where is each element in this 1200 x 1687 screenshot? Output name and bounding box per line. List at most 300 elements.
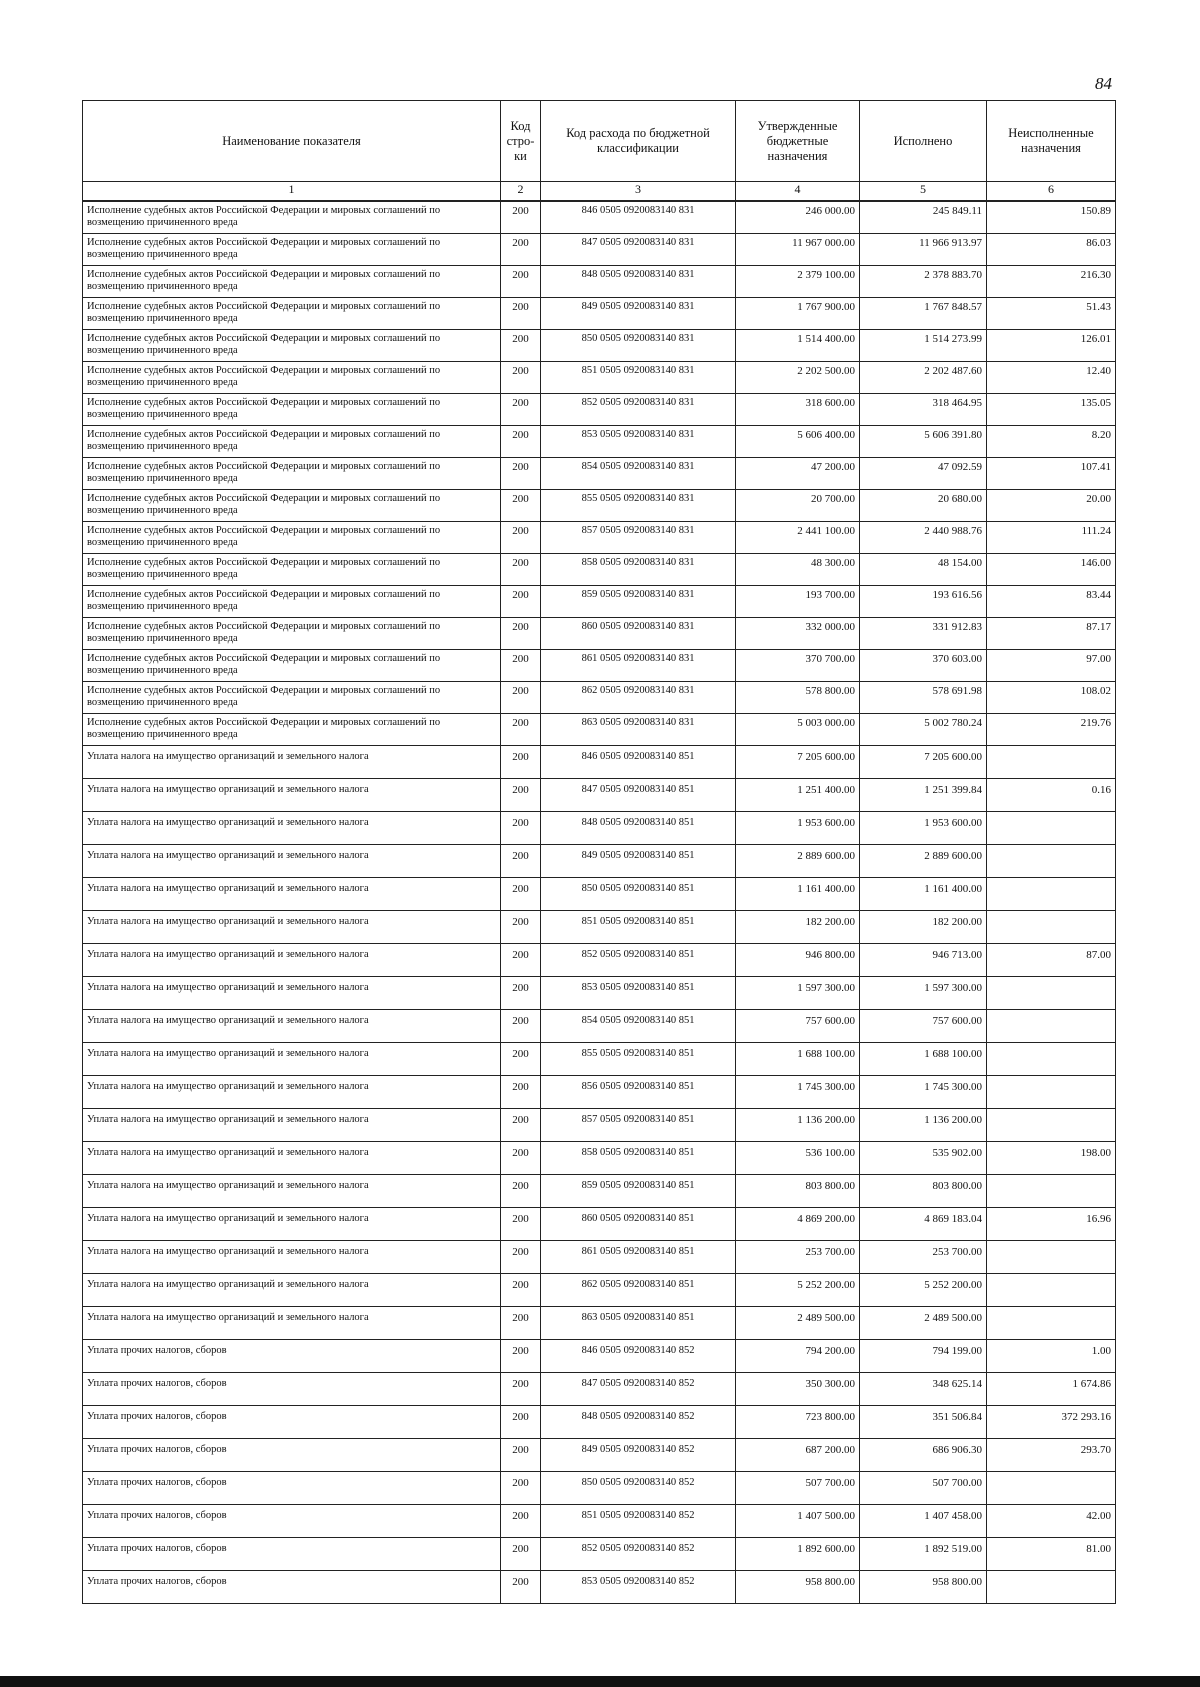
line-code-cell: 200 [501, 944, 541, 977]
approved-amount-cell: 757 600.00 [736, 1010, 860, 1043]
executed-amount-cell: 47 092.59 [860, 458, 987, 490]
unexecuted-amount-cell: 16.96 [987, 1208, 1116, 1241]
executed-amount-cell: 946 713.00 [860, 944, 987, 977]
table-row [83, 490, 1116, 522]
unexecuted-amount-cell: 12.40 [987, 362, 1116, 394]
budget-code-cell: 861 0505 0920083140 851 [541, 1241, 736, 1274]
budget-code-cell: 857 0505 0920083140 851 [541, 1109, 736, 1142]
executed-amount-cell: 1 892 519.00 [860, 1538, 987, 1571]
line-code-cell: 200 [501, 1571, 541, 1604]
budget-code-cell: 861 0505 0920083140 831 [541, 650, 736, 682]
line-code-cell: 200 [501, 977, 541, 1010]
unexecuted-amount-cell: 150.89 [987, 201, 1116, 234]
line-code-cell: 200 [501, 618, 541, 650]
unexecuted-amount-cell [987, 1472, 1116, 1505]
executed-amount-cell: 20 680.00 [860, 490, 987, 522]
executed-amount-cell: 1 767 848.57 [860, 298, 987, 330]
line-code-cell: 200 [501, 746, 541, 779]
unexecuted-amount-cell: 81.00 [987, 1538, 1116, 1571]
executed-amount-cell: 757 600.00 [860, 1010, 987, 1043]
indicator-name-cell: Уплата налога на имущество организаций и земельного налога [83, 1010, 501, 1043]
line-code-cell: 200 [501, 522, 541, 554]
line-code-cell: 200 [501, 234, 541, 266]
indicator-name-cell: Уплата налога на имущество организаций и земельного налога [83, 1109, 501, 1142]
table-row [83, 1406, 1116, 1439]
executed-amount-cell: 348 625.14 [860, 1373, 987, 1406]
unexecuted-amount-cell: 1 674.86 [987, 1373, 1116, 1406]
unexecuted-amount-cell [987, 1076, 1116, 1109]
approved-amount-cell: 193 700.00 [736, 586, 860, 618]
unexecuted-amount-cell: 87.00 [987, 944, 1116, 977]
indicator-name-cell: Исполнение судебных актов Российской Федерации и мировых соглашений по возмещению причиненного вреда [83, 426, 501, 458]
executed-amount-cell: 331 912.83 [860, 618, 987, 650]
budget-code-cell: 856 0505 0920083140 851 [541, 1076, 736, 1109]
approved-amount-cell: 47 200.00 [736, 458, 860, 490]
budget-code-cell: 846 0505 0920083140 851 [541, 746, 736, 779]
approved-amount-cell: 1 892 600.00 [736, 1538, 860, 1571]
executed-amount-cell: 578 691.98 [860, 682, 987, 714]
line-code-cell: 200 [501, 779, 541, 812]
budget-code-cell: 862 0505 0920083140 831 [541, 682, 736, 714]
table-row [83, 1274, 1116, 1307]
approved-amount-cell: 803 800.00 [736, 1175, 860, 1208]
unexecuted-amount-cell: 97.00 [987, 650, 1116, 682]
unexecuted-amount-cell: 216.30 [987, 266, 1116, 298]
executed-amount-cell: 803 800.00 [860, 1175, 987, 1208]
line-code-cell: 200 [501, 1373, 541, 1406]
approved-amount-cell: 7 205 600.00 [736, 746, 860, 779]
executed-amount-cell: 1 745 300.00 [860, 1076, 987, 1109]
approved-amount-cell: 1 953 600.00 [736, 812, 860, 845]
executed-amount-cell: 193 616.56 [860, 586, 987, 618]
approved-amount-cell: 318 600.00 [736, 394, 860, 426]
budget-code-cell: 855 0505 0920083140 831 [541, 490, 736, 522]
indicator-name-cell: Исполнение судебных актов Российской Федерации и мировых соглашений по возмещению причиненного вреда [83, 682, 501, 714]
unexecuted-amount-cell [987, 1241, 1116, 1274]
budget-code-cell: 846 0505 0920083140 831 [541, 201, 736, 234]
indicator-name-cell: Исполнение судебных актов Российской Федерации и мировых соглашений по возмещению причиненного вреда [83, 618, 501, 650]
line-code-cell: 200 [501, 554, 541, 586]
table-row [83, 1307, 1116, 1340]
line-code-cell: 200 [501, 878, 541, 911]
unexecuted-amount-cell: 0.16 [987, 779, 1116, 812]
budget-code-cell: 862 0505 0920083140 851 [541, 1274, 736, 1307]
approved-amount-cell: 350 300.00 [736, 1373, 860, 1406]
budget-code-cell: 851 0505 0920083140 851 [541, 911, 736, 944]
executed-amount-cell: 794 199.00 [860, 1340, 987, 1373]
executed-amount-cell: 1 161 400.00 [860, 878, 987, 911]
line-code-cell: 200 [501, 330, 541, 362]
unexecuted-amount-cell [987, 1307, 1116, 1340]
approved-amount-cell: 48 300.00 [736, 554, 860, 586]
executed-amount-cell: 11 966 913.97 [860, 234, 987, 266]
line-code-cell: 200 [501, 1241, 541, 1274]
indicator-name-cell: Исполнение судебных актов Российской Федерации и мировых соглашений по возмещению причиненного вреда [83, 714, 501, 746]
indicator-name-cell: Исполнение судебных актов Российской Федерации и мировых соглашений по возмещению причиненного вреда [83, 201, 501, 234]
approved-amount-cell: 20 700.00 [736, 490, 860, 522]
header-approved: Утвержденные бюджетные назначения [736, 101, 860, 182]
unexecuted-amount-cell: 135.05 [987, 394, 1116, 426]
line-code-cell: 200 [501, 812, 541, 845]
table-row [83, 1373, 1116, 1406]
table-row [83, 362, 1116, 394]
table-row [83, 330, 1116, 362]
table-row [83, 618, 1116, 650]
unexecuted-amount-cell [987, 1043, 1116, 1076]
column-number: 3 [541, 182, 736, 202]
executed-amount-cell: 2 889 600.00 [860, 845, 987, 878]
indicator-name-cell: Уплата прочих налогов, сборов [83, 1406, 501, 1439]
executed-amount-cell: 370 603.00 [860, 650, 987, 682]
unexecuted-amount-cell: 86.03 [987, 234, 1116, 266]
unexecuted-amount-cell: 111.24 [987, 522, 1116, 554]
table-row [83, 298, 1116, 330]
table-row [83, 1241, 1116, 1274]
table-body [83, 201, 1116, 1604]
budget-code-cell: 858 0505 0920083140 831 [541, 554, 736, 586]
approved-amount-cell: 5 003 000.00 [736, 714, 860, 746]
approved-amount-cell: 2 489 500.00 [736, 1307, 860, 1340]
approved-amount-cell: 1 407 500.00 [736, 1505, 860, 1538]
approved-amount-cell: 2 441 100.00 [736, 522, 860, 554]
line-code-cell: 200 [501, 266, 541, 298]
budget-code-cell: 858 0505 0920083140 851 [541, 1142, 736, 1175]
approved-amount-cell: 370 700.00 [736, 650, 860, 682]
indicator-name-cell: Уплата прочих налогов, сборов [83, 1439, 501, 1472]
unexecuted-amount-cell [987, 911, 1116, 944]
indicator-name-cell: Исполнение судебных актов Российской Федерации и мировых соглашений по возмещению причиненного вреда [83, 522, 501, 554]
approved-amount-cell: 1 745 300.00 [736, 1076, 860, 1109]
line-code-cell: 200 [501, 298, 541, 330]
executed-amount-cell: 1 597 300.00 [860, 977, 987, 1010]
table-row [83, 714, 1116, 746]
table-row [83, 650, 1116, 682]
column-number-row [83, 182, 1116, 202]
line-code-cell: 200 [501, 1010, 541, 1043]
approved-amount-cell: 723 800.00 [736, 1406, 860, 1439]
approved-amount-cell: 2 202 500.00 [736, 362, 860, 394]
executed-amount-cell: 1 514 273.99 [860, 330, 987, 362]
indicator-name-cell: Уплата налога на имущество организаций и земельного налога [83, 779, 501, 812]
line-code-cell: 200 [501, 1439, 541, 1472]
indicator-name-cell: Уплата налога на имущество организаций и земельного налога [83, 1208, 501, 1241]
budget-code-cell: 848 0505 0920083140 852 [541, 1406, 736, 1439]
line-code-cell: 200 [501, 1274, 541, 1307]
approved-amount-cell: 5 606 400.00 [736, 426, 860, 458]
column-number: 2 [501, 182, 541, 202]
table-row [83, 1439, 1116, 1472]
executed-amount-cell: 2 202 487.60 [860, 362, 987, 394]
line-code-cell: 200 [501, 362, 541, 394]
budget-code-cell: 853 0505 0920083140 851 [541, 977, 736, 1010]
approved-amount-cell: 182 200.00 [736, 911, 860, 944]
budget-code-cell: 855 0505 0920083140 851 [541, 1043, 736, 1076]
budget-code-cell: 850 0505 0920083140 851 [541, 878, 736, 911]
table-row [83, 458, 1116, 490]
unexecuted-amount-cell: 87.17 [987, 618, 1116, 650]
table-row [83, 1175, 1116, 1208]
indicator-name-cell: Исполнение судебных актов Российской Федерации и мировых соглашений по возмещению причиненного вреда [83, 650, 501, 682]
table-row [83, 845, 1116, 878]
executed-amount-cell: 4 869 183.04 [860, 1208, 987, 1241]
unexecuted-amount-cell: 146.00 [987, 554, 1116, 586]
indicator-name-cell: Уплата прочих налогов, сборов [83, 1571, 501, 1604]
budget-code-cell: 847 0505 0920083140 852 [541, 1373, 736, 1406]
approved-amount-cell: 794 200.00 [736, 1340, 860, 1373]
table-row [83, 1340, 1116, 1373]
executed-amount-cell: 686 906.30 [860, 1439, 987, 1472]
unexecuted-amount-cell [987, 1010, 1116, 1043]
budget-code-cell: 851 0505 0920083140 831 [541, 362, 736, 394]
table-row [83, 911, 1116, 944]
table-row [83, 1076, 1116, 1109]
unexecuted-amount-cell: 83.44 [987, 586, 1116, 618]
approved-amount-cell: 1 161 400.00 [736, 878, 860, 911]
table-row [83, 1505, 1116, 1538]
line-code-cell: 200 [501, 201, 541, 234]
executed-amount-cell: 245 849.11 [860, 201, 987, 234]
approved-amount-cell: 11 967 000.00 [736, 234, 860, 266]
approved-amount-cell: 1 597 300.00 [736, 977, 860, 1010]
approved-amount-cell: 1 767 900.00 [736, 298, 860, 330]
unexecuted-amount-cell: 198.00 [987, 1142, 1116, 1175]
budget-code-cell: 850 0505 0920083140 831 [541, 330, 736, 362]
indicator-name-cell: Уплата налога на имущество организаций и земельного налога [83, 812, 501, 845]
table-row [83, 1010, 1116, 1043]
executed-amount-cell: 351 506.84 [860, 1406, 987, 1439]
executed-amount-cell: 2 378 883.70 [860, 266, 987, 298]
indicator-name-cell: Уплата налога на имущество организаций и земельного налога [83, 1076, 501, 1109]
line-code-cell: 200 [501, 1406, 541, 1439]
unexecuted-amount-cell: 42.00 [987, 1505, 1116, 1538]
indicator-name-cell: Уплата прочих налогов, сборов [83, 1340, 501, 1373]
table-row [83, 878, 1116, 911]
unexecuted-amount-cell [987, 878, 1116, 911]
table-row [83, 394, 1116, 426]
table-row [83, 266, 1116, 298]
unexecuted-amount-cell [987, 1109, 1116, 1142]
table-row [83, 812, 1116, 845]
approved-amount-cell: 1 251 400.00 [736, 779, 860, 812]
approved-amount-cell: 332 000.00 [736, 618, 860, 650]
table-row [83, 234, 1116, 266]
budget-code-cell: 853 0505 0920083140 852 [541, 1571, 736, 1604]
table-row [83, 522, 1116, 554]
line-code-cell: 200 [501, 845, 541, 878]
line-code-cell: 200 [501, 1505, 541, 1538]
indicator-name-cell: Исполнение судебных актов Российской Федерации и мировых соглашений по возмещению причиненного вреда [83, 458, 501, 490]
budget-code-cell: 852 0505 0920083140 852 [541, 1538, 736, 1571]
unexecuted-amount-cell: 107.41 [987, 458, 1116, 490]
column-number: 5 [860, 182, 987, 202]
indicator-name-cell: Уплата прочих налогов, сборов [83, 1538, 501, 1571]
line-code-cell: 200 [501, 394, 541, 426]
budget-code-cell: 860 0505 0920083140 831 [541, 618, 736, 650]
header-unexecuted: Неисполненные назначения [987, 101, 1116, 182]
unexecuted-amount-cell [987, 977, 1116, 1010]
indicator-name-cell: Уплата налога на имущество организаций и земельного налога [83, 1241, 501, 1274]
executed-amount-cell: 507 700.00 [860, 1472, 987, 1505]
line-code-cell: 200 [501, 1538, 541, 1571]
approved-amount-cell: 2 889 600.00 [736, 845, 860, 878]
header-line-code: Код стро-ки [501, 101, 541, 182]
indicator-name-cell: Исполнение судебных актов Российской Федерации и мировых соглашений по возмещению причиненного вреда [83, 298, 501, 330]
line-code-cell: 200 [501, 911, 541, 944]
budget-code-cell: 852 0505 0920083140 831 [541, 394, 736, 426]
table-row [83, 201, 1116, 234]
unexecuted-amount-cell [987, 1175, 1116, 1208]
budget-code-cell: 852 0505 0920083140 851 [541, 944, 736, 977]
indicator-name-cell: Уплата прочих налогов, сборов [83, 1505, 501, 1538]
indicator-name-cell: Уплата прочих налогов, сборов [83, 1373, 501, 1406]
executed-amount-cell: 5 002 780.24 [860, 714, 987, 746]
executed-amount-cell: 48 154.00 [860, 554, 987, 586]
executed-amount-cell: 1 251 399.84 [860, 779, 987, 812]
column-number: 1 [83, 182, 501, 202]
line-code-cell: 200 [501, 1340, 541, 1373]
table-row [83, 779, 1116, 812]
executed-amount-cell: 5 606 391.80 [860, 426, 987, 458]
unexecuted-amount-cell: 8.20 [987, 426, 1116, 458]
unexecuted-amount-cell: 20.00 [987, 490, 1116, 522]
header-budget-code: Код расхода по бюджетной классификации [541, 101, 736, 182]
line-code-cell: 200 [501, 1307, 541, 1340]
indicator-name-cell: Исполнение судебных актов Российской Федерации и мировых соглашений по возмещению причиненного вреда [83, 554, 501, 586]
budget-code-cell: 857 0505 0920083140 831 [541, 522, 736, 554]
header-row [83, 101, 1116, 182]
indicator-name-cell: Исполнение судебных актов Российской Федерации и мировых соглашений по возмещению причиненного вреда [83, 362, 501, 394]
column-number: 4 [736, 182, 860, 202]
table-row [83, 1208, 1116, 1241]
indicator-name-cell: Уплата налога на имущество организаций и земельного налога [83, 944, 501, 977]
executed-amount-cell: 1 688 100.00 [860, 1043, 987, 1076]
approved-amount-cell: 5 252 200.00 [736, 1274, 860, 1307]
page-number: 84 [1095, 74, 1112, 93]
line-code-cell: 200 [501, 586, 541, 618]
line-code-cell: 200 [501, 1043, 541, 1076]
approved-amount-cell: 1 688 100.00 [736, 1043, 860, 1076]
scan-edge-bar [0, 1676, 1200, 1687]
executed-amount-cell: 2 489 500.00 [860, 1307, 987, 1340]
line-code-cell: 200 [501, 1076, 541, 1109]
indicator-name-cell: Исполнение судебных актов Российской Федерации и мировых соглашений по возмещению причиненного вреда [83, 234, 501, 266]
budget-code-cell: 847 0505 0920083140 851 [541, 779, 736, 812]
header-executed: Исполнено [860, 101, 987, 182]
executed-amount-cell: 1 953 600.00 [860, 812, 987, 845]
unexecuted-amount-cell [987, 746, 1116, 779]
executed-amount-cell: 958 800.00 [860, 1571, 987, 1604]
table-row [83, 1109, 1116, 1142]
line-code-cell: 200 [501, 1175, 541, 1208]
table-row [83, 682, 1116, 714]
approved-amount-cell: 253 700.00 [736, 1241, 860, 1274]
budget-code-cell: 849 0505 0920083140 851 [541, 845, 736, 878]
budget-code-cell: 863 0505 0920083140 851 [541, 1307, 736, 1340]
unexecuted-amount-cell: 293.70 [987, 1439, 1116, 1472]
table-row [83, 426, 1116, 458]
unexecuted-amount-cell: 219.76 [987, 714, 1116, 746]
budget-code-cell: 848 0505 0920083140 831 [541, 266, 736, 298]
executed-amount-cell: 5 252 200.00 [860, 1274, 987, 1307]
table-row [83, 1142, 1116, 1175]
executed-amount-cell: 7 205 600.00 [860, 746, 987, 779]
approved-amount-cell: 2 379 100.00 [736, 266, 860, 298]
budget-code-cell: 860 0505 0920083140 851 [541, 1208, 736, 1241]
line-code-cell: 200 [501, 458, 541, 490]
budget-code-cell: 859 0505 0920083140 831 [541, 586, 736, 618]
indicator-name-cell: Исполнение судебных актов Российской Федерации и мировых соглашений по возмещению причиненного вреда [83, 330, 501, 362]
budget-code-cell: 849 0505 0920083140 852 [541, 1439, 736, 1472]
indicator-name-cell: Уплата налога на имущество организаций и земельного налога [83, 1274, 501, 1307]
indicator-name-cell: Уплата налога на имущество организаций и земельного налога [83, 1307, 501, 1340]
unexecuted-amount-cell: 126.01 [987, 330, 1116, 362]
table-row [83, 1043, 1116, 1076]
indicator-name-cell: Уплата налога на имущество организаций и земельного налога [83, 1175, 501, 1208]
line-code-cell: 200 [501, 426, 541, 458]
indicator-name-cell: Уплата прочих налогов, сборов [83, 1472, 501, 1505]
approved-amount-cell: 1 136 200.00 [736, 1109, 860, 1142]
budget-code-cell: 849 0505 0920083140 831 [541, 298, 736, 330]
approved-amount-cell: 958 800.00 [736, 1571, 860, 1604]
budget-code-cell: 854 0505 0920083140 851 [541, 1010, 736, 1043]
table-row [83, 944, 1116, 977]
budget-code-cell: 853 0505 0920083140 831 [541, 426, 736, 458]
indicator-name-cell: Исполнение судебных актов Российской Федерации и мировых соглашений по возмещению причиненного вреда [83, 490, 501, 522]
line-code-cell: 200 [501, 714, 541, 746]
approved-amount-cell: 578 800.00 [736, 682, 860, 714]
indicator-name-cell: Уплата налога на имущество организаций и земельного налога [83, 911, 501, 944]
line-code-cell: 200 [501, 1142, 541, 1175]
line-code-cell: 200 [501, 490, 541, 522]
indicator-name-cell: Уплата налога на имущество организаций и земельного налога [83, 746, 501, 779]
executed-amount-cell: 2 440 988.76 [860, 522, 987, 554]
table-row [83, 1472, 1116, 1505]
indicator-name-cell: Исполнение судебных актов Российской Федерации и мировых соглашений по возмещению причиненного вреда [83, 394, 501, 426]
unexecuted-amount-cell: 51.43 [987, 298, 1116, 330]
unexecuted-amount-cell: 1.00 [987, 1340, 1116, 1373]
table-row [83, 977, 1116, 1010]
budget-code-cell: 854 0505 0920083140 831 [541, 458, 736, 490]
table-row [83, 554, 1116, 586]
executed-amount-cell: 253 700.00 [860, 1241, 987, 1274]
executed-amount-cell: 1 136 200.00 [860, 1109, 987, 1142]
approved-amount-cell: 946 800.00 [736, 944, 860, 977]
indicator-name-cell: Уплата налога на имущество организаций и земельного налога [83, 1043, 501, 1076]
indicator-name-cell: Исполнение судебных актов Российской Федерации и мировых соглашений по возмещению причиненного вреда [83, 586, 501, 618]
line-code-cell: 200 [501, 682, 541, 714]
unexecuted-amount-cell [987, 845, 1116, 878]
indicator-name-cell: Уплата налога на имущество организаций и земельного налога [83, 1142, 501, 1175]
budget-code-cell: 848 0505 0920083140 851 [541, 812, 736, 845]
table-row [83, 586, 1116, 618]
unexecuted-amount-cell [987, 1274, 1116, 1307]
executed-amount-cell: 535 902.00 [860, 1142, 987, 1175]
line-code-cell: 200 [501, 1208, 541, 1241]
budget-code-cell: 863 0505 0920083140 831 [541, 714, 736, 746]
header-name: Наименование показателя [83, 101, 501, 182]
approved-amount-cell: 4 869 200.00 [736, 1208, 860, 1241]
approved-amount-cell: 536 100.00 [736, 1142, 860, 1175]
table-row [83, 746, 1116, 779]
line-code-cell: 200 [501, 1109, 541, 1142]
table-row [83, 1538, 1116, 1571]
indicator-name-cell: Исполнение судебных актов Российской Федерации и мировых соглашений по возмещению причиненного вреда [83, 266, 501, 298]
budget-code-cell: 851 0505 0920083140 852 [541, 1505, 736, 1538]
budget-execution-table [82, 100, 1116, 1604]
approved-amount-cell: 507 700.00 [736, 1472, 860, 1505]
unexecuted-amount-cell: 372 293.16 [987, 1406, 1116, 1439]
indicator-name-cell: Уплата налога на имущество организаций и земельного налога [83, 878, 501, 911]
